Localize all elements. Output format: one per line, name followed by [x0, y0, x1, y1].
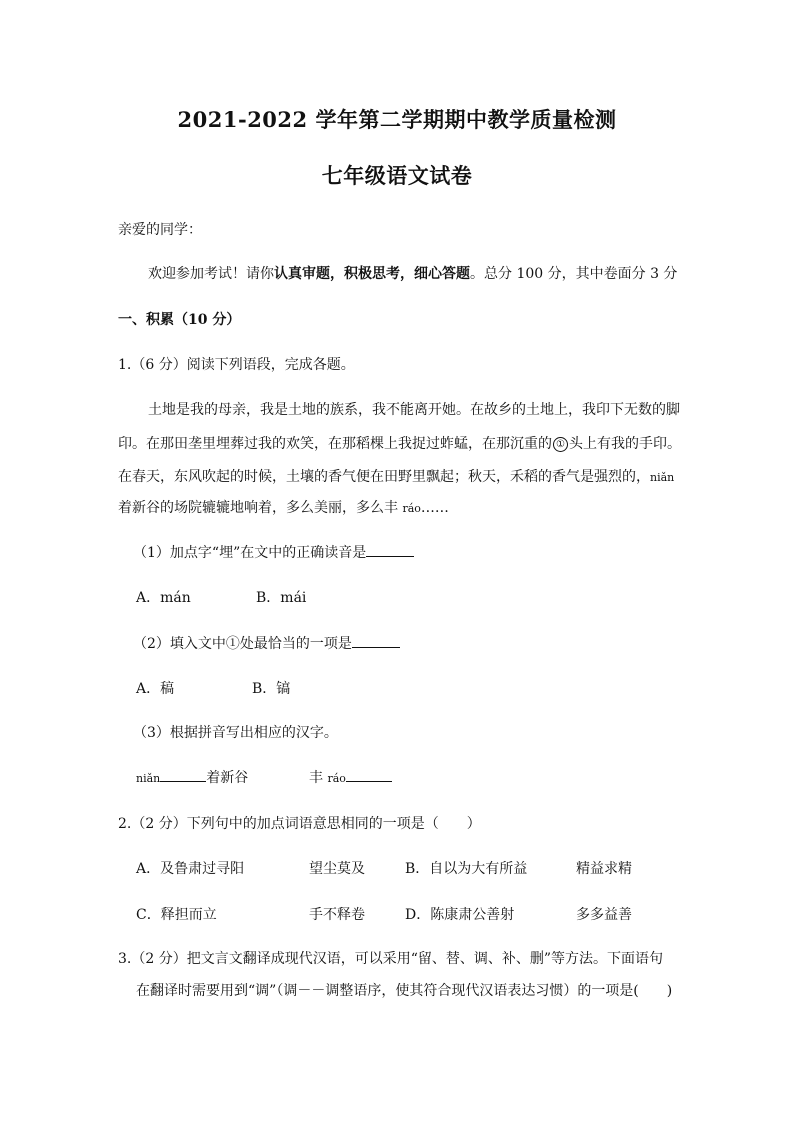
q2-option-b: B．自以为大有所益	[405, 861, 528, 877]
question-3-line-1: 3.（2 分）把文言文翻译成现代汉语，可以采用“留、替、调、补、删”等方法。下面语句	[118, 951, 664, 967]
sub-question-2	[133, 633, 400, 653]
sub-question-3-blank-2	[309, 767, 392, 787]
passage-pinyin-nian: niǎn	[650, 471, 675, 484]
passage-line-4	[118, 497, 449, 517]
section-1-heading: 一、积累（10 分）	[118, 312, 241, 328]
sub3-after-1: 着新谷	[206, 770, 249, 786]
sub-question-3-stem: （3）根据拼音写出相应的汉字。	[133, 725, 338, 741]
passage-line-2	[118, 433, 681, 453]
passage-line-2a: 印。在那田垄里埋葬过我的欢笑，在那稻棵上我捉过蚱蜢，在那沉重的	[118, 436, 552, 452]
answer-blank-3[interactable]	[160, 767, 206, 782]
answer-blank-4[interactable]	[346, 767, 392, 782]
q2-option-b-compare: 精益求精	[576, 861, 632, 877]
passage-pinyin-rao: ráo	[402, 502, 421, 515]
sub3-pinyin-2: ráo	[327, 772, 346, 785]
passage-line-3-text: 在春天，东风吹起的时候，土壤的香气便在田野里飘起；秋天，禾稻的香气是强烈的，	[118, 469, 650, 485]
passage-line-4a: 着新谷的场院辘辘地响着，多么美丽，多么丰	[118, 500, 403, 516]
sub3-prefix-2: 丰	[309, 770, 328, 786]
sub1-option-a: A．mán	[136, 590, 191, 606]
passage-line-2b: 头上有我的手印。	[569, 436, 681, 452]
intro-text-1: 欢迎参加考试！请你	[148, 266, 274, 282]
blank-marker-1: ①	[553, 437, 568, 452]
sub3-pinyin-1: niǎn	[136, 772, 161, 785]
sub-question-2-stem: （2）填入文中①处最恰当的一项是	[133, 636, 352, 652]
q2-option-d-compare: 多多益善	[576, 907, 632, 923]
passage-line-4b: ……	[420, 500, 449, 516]
q2-option-d: D．陈康肃公善射	[405, 907, 515, 923]
exam-subtitle: 七年级语文试卷	[321, 163, 473, 188]
q2-option-a-compare: 望尘莫及	[309, 861, 365, 877]
passage-line-1: 土地是我的母亲，我是土地的族系，我不能离开她。在故乡的土地上，我印下无数的脚	[148, 402, 680, 418]
intro-emphasis: 认真审题，积极思考，细心答题	[274, 266, 470, 282]
sub-question-3-blanks	[136, 767, 248, 787]
question-1-stem: 1.（6 分）阅读下列语段，完成各题。	[118, 357, 355, 373]
sub1-option-b: B．mái	[256, 590, 307, 606]
q2-option-a: A．及鲁肃过寻阳	[136, 861, 245, 877]
question-2-stem: 2.（2 分）下列句中的加点词语意思相同的一项是（ ）	[118, 816, 481, 832]
passage-line-3	[118, 466, 674, 486]
q2-option-c-compare: 手不释卷	[309, 907, 365, 923]
greeting: 亲爱的同学：	[118, 222, 202, 238]
intro-paragraph	[148, 263, 677, 283]
sub-question-1-stem: （1）加点字“埋”在文中的正确读音是	[133, 545, 367, 561]
sub2-option-b: B．镐	[252, 681, 291, 697]
sub-question-1	[133, 542, 414, 562]
q2-option-c: C．释担而立	[136, 907, 217, 923]
answer-blank-2[interactable]	[352, 633, 400, 648]
exam-title: 2021-2022 学年第二学期期中教学质量检测	[177, 107, 617, 132]
question-3-line-2: 在翻译时需要用到“调”（调－－调整语序，使其符合现代汉语表达习惯）的一项是( )	[136, 983, 673, 999]
sub2-option-a: A．稿	[136, 681, 175, 697]
intro-text-2: 。总分 100 分，其中卷面分 3 分	[470, 266, 678, 282]
answer-blank-1[interactable]	[366, 542, 414, 557]
